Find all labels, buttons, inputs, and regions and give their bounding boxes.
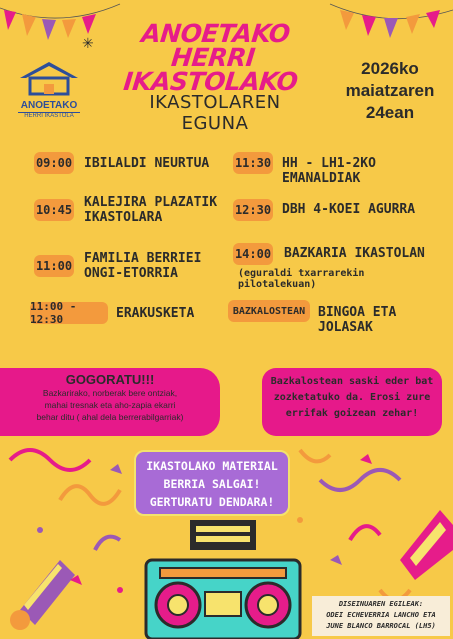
date-year: 2026ko	[361, 59, 419, 78]
reminder-box	[0, 368, 220, 436]
reminder-line-3: behar ditu ( ahal dela berrerabilgarriak)	[36, 412, 184, 422]
time-badge: 11:00 - 12:30	[30, 302, 108, 324]
schedule-event: BAZKARIA IKASTOLAN	[284, 246, 425, 261]
schedule-event: DBH 4-KOEI AGURRA	[282, 202, 416, 217]
school-logo	[18, 60, 80, 119]
reminder-line-1: Bazkarirako, norberak bere ontziak,	[42, 388, 178, 398]
title-line-2: IKASTOLAKO	[122, 67, 299, 96]
time-badge: 09:00	[34, 152, 74, 174]
svg-text:✳: ✳	[82, 35, 94, 51]
raffle-line-1: Bazkalostean saski eder bat	[270, 376, 434, 387]
credits-line-2: JUNE BLANCO BARROCAL (LH5)	[326, 622, 436, 630]
schedule-event: HH - LH1-2KO EMANALDIAK	[282, 156, 376, 186]
material-line-3: GERTURATU DENDARA!	[149, 495, 275, 509]
school-house-icon	[18, 60, 80, 96]
material-line-2: BERRIA SALGAI!	[163, 477, 261, 491]
schedule-event: BINGOA ETA JOLASAK	[318, 305, 397, 335]
material-line-1: IKASTOLAKO MATERIAL	[146, 459, 278, 473]
schedule-event: FAMILIA BERRIEI ONGI-ETORRIA	[84, 251, 202, 281]
time-badge: 11:00	[34, 255, 74, 277]
credits-line-1: ODEI ECHEVERRIA LANCHO ETA	[326, 611, 436, 619]
time-badge: 11:30	[233, 152, 273, 174]
poster-subtitle: IKASTOLAREN EGUNA	[149, 92, 281, 134]
boombox-icon	[146, 520, 300, 639]
event-date	[340, 58, 440, 124]
time-badge: 14:00	[233, 243, 273, 265]
schedule-event: KALEJIRA PLAZATIK IKASTOLARA	[84, 195, 218, 225]
time-badge: BAZKALOSTEAN	[228, 300, 310, 322]
raffle-line-3: errifak goizean zehar!	[285, 408, 419, 419]
time-badge: 10:45	[34, 199, 74, 221]
title-line-1: ANOETAKO HERRI	[140, 19, 292, 72]
lunch-note: (eguraldi txarrarekin pilotalekuan)	[238, 268, 365, 290]
reminder-line-2: mahai tresnak eta aho-zapia ekarri	[44, 400, 176, 410]
logo-name: ANOETAKO	[20, 100, 78, 111]
poster-title	[94, 19, 332, 96]
raffle-line-2: zozketatuko da. Erosi zure	[273, 392, 431, 403]
confetti-popper-left-icon	[10, 560, 75, 630]
raffle-box	[262, 368, 442, 436]
credits-heading: DISEINUAREN EGILEAK:	[338, 600, 424, 608]
schedule-event: ERAKUSKETA	[116, 306, 195, 321]
schedule-event: IBILALDI NEURTUA	[84, 156, 210, 171]
date-month: maiatzaren	[345, 81, 435, 100]
logo-subtitle: HERRI IKASTOLA	[18, 112, 80, 119]
date-day: 24ean	[365, 103, 415, 122]
confetti-popper-right-icon	[400, 510, 453, 580]
time-badge: 12:30	[233, 199, 273, 221]
design-credits	[312, 596, 450, 636]
reminder-heading: GOGORATU!!!	[65, 372, 155, 387]
